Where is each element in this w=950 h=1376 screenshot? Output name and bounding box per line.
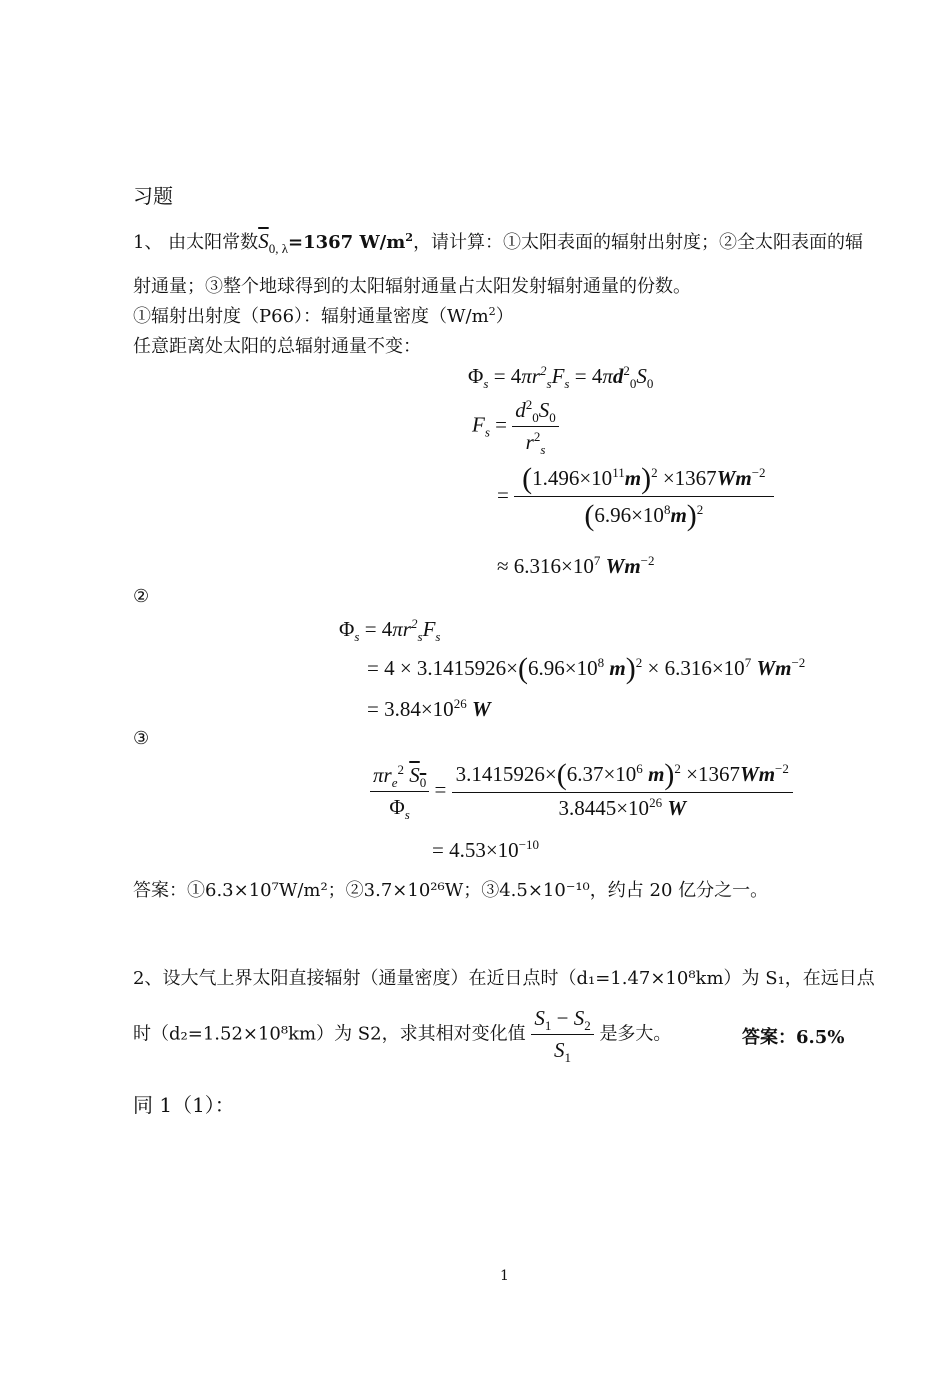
eq-total-flux-numeric: = $4 \times 3.1415926\times(6.96\times 10^8$ $m)^2 \times 6.316\times 10^7$ $Wm^{-2}$ <box>367 652 806 685</box>
q1-answer: 答案：①6.3×10⁷W/m²；②3.7×10²⁶W；③4.5×10⁻¹⁰，约占 20 亿分之一。 <box>133 880 769 901</box>
q1-note1-close: ） <box>495 306 514 327</box>
relative-change-fraction: $\frac{S_1 - S_2}{S_1}$ <box>531 1006 593 1063</box>
q2-line2-suffix: 是多大。 <box>599 1023 672 1045</box>
q1-line1: 1、 由太阳常数$\overline{S}_{0, \lambda}=1367$ $W/m^2$，请计算：①太阳表面的辐射出射度；②全太阳表面的辐 <box>133 229 864 257</box>
eq-fraction: $\frac{\pi r_e^2 S_0}{\Phi_s}$ = $\frac{3.1415926\times(6.37\times 10^6 m)^2 \times 1367Wm^{-2}}{3.8445\times 10^{26} W}$ <box>370 762 793 821</box>
heading: 习题 <box>133 184 173 208</box>
q1-note2: 任意距离处太阳的总辐射通量不变： <box>133 336 421 357</box>
eq-fs-numeric: = $\frac{(1.496\times 10^{11}m)^2 \times 1367Wm^{-2}}{(6.96\times 10^8m)^2}$ <box>497 466 774 528</box>
page-number: 1 <box>500 1268 509 1284</box>
eq-fs-result: ≈ $6.316\times 10^7$ $Wm^{-2}$ <box>497 553 655 578</box>
q1-line2: 射通量；③整个地球得到的太阳辐射通量占太阳发射辐射通量的份数。 <box>133 276 691 297</box>
part2-label: ② <box>133 586 150 607</box>
solar-constant-symbol: $\overline{S}_{0, \lambda}$ <box>258 229 289 257</box>
eq-fs-definition: $F_s$ = $\frac{d^2_0S_0}{r^2_s}$ <box>472 398 559 455</box>
q2-line2 <box>133 1006 672 1066</box>
solar-constant-value: =1367 W/m <box>288 232 406 253</box>
q2-line1: 2、设大气上界太阳直接辐射（通量密度）在近日点时（d₁=1.47×10⁸km）为 S₁，在远日点 <box>133 968 875 989</box>
q2-same: 同 1（1）： <box>133 1093 235 1117</box>
part3-label: ③ <box>133 728 150 749</box>
q2-answer: 答案：6.5% <box>742 1027 845 1048</box>
eq-total-flux: $\Phi_s = 4\pi r^2_sF_s$ <box>339 616 441 645</box>
q1-line1-suffix: ，请计算：①太阳表面的辐射出射度；②全太阳表面的辐 <box>413 232 864 253</box>
eq-fraction-result: = $4.53\times 10^{-10}$ <box>432 837 540 862</box>
q1-note1-text: ①辐射出射度（P66）：辐射通量密度（W/m <box>133 306 489 327</box>
q1-line1-prefix: 1、 由太阳常数 <box>133 232 259 253</box>
q2-line2-prefix: 时（d₂=1.52×10⁸km）为 S2，求其相对变化值 <box>133 1023 526 1045</box>
eq-flux-conservation: $\Phi_s = 4\pi r^2_sF_s = 4\pi d^2_0S_0$ <box>468 363 654 392</box>
q1-note1: ①辐射出射度（P66）：辐射通量密度$(W/m^2)$ <box>133 305 514 327</box>
eq-total-flux-result: = $3.84\times 10^{26}$ W <box>367 696 491 721</box>
